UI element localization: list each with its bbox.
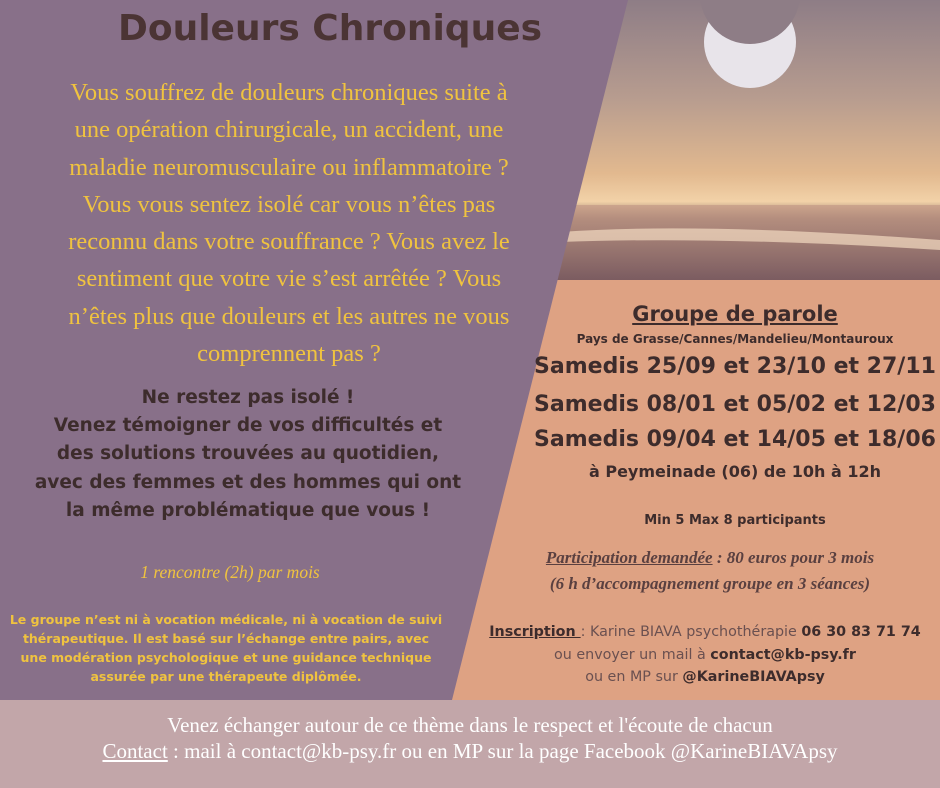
disclaimer — [6, 610, 446, 686]
intro-line: Vous vous sentez isolé car vous n’êtes pas — [82, 190, 496, 218]
intro-line: Vous souffrez de douleurs chroniques suite à — [70, 79, 508, 106]
session-dates: Samedis 25/09 et 23/10 et 27/11 — [534, 354, 936, 379]
meeting-frequency: 1 rencontre (2h) par mois — [140, 562, 320, 582]
call-line: avec des femmes et des hommes qui ont — [34, 471, 462, 493]
inscription-text: : Karine BIAVA psychothérapie — [580, 624, 802, 640]
inscription-info — [470, 621, 940, 689]
intro-line: une opération chirurgicale, un accident, une — [74, 116, 504, 144]
disclaimer-line: une modération psychologique et une guidance technique — [20, 650, 432, 665]
call-line: des solutions trouvées au quotidien, — [56, 443, 440, 465]
price-label: Participation demandée — [545, 548, 713, 567]
contact-label: Contact — [102, 739, 168, 763]
price-value: : 80 euros pour 3 mois — [712, 548, 875, 567]
footer-contact — [0, 739, 940, 764]
price-info — [480, 545, 940, 597]
phone-number[interactable]: 06 30 83 71 74 — [801, 624, 921, 640]
group-capacity: Min 5 Max 8 participants — [644, 513, 826, 528]
intro-line: n’êtes plus que douleurs et les autres ne vous — [68, 302, 510, 330]
disclaimer-line: Le groupe n’est ni à vocation médicale, ni à vocation de suivi — [9, 612, 443, 627]
intro-line: maladie neuromusculaire ou inflammatoire ? — [69, 153, 509, 181]
session-dates: Samedis 08/01 et 05/02 et 12/03 — [534, 392, 936, 417]
footer-line: Venez échanger autour de ce thème dans le respect et l'écoute de chacun — [167, 713, 773, 737]
call-line: la même problématique que vous ! — [65, 499, 431, 521]
session-dates: Samedis 09/04 et 14/05 et 18/06 — [534, 427, 936, 452]
email-link[interactable]: contact@kb-psy.fr — [710, 646, 856, 663]
inscription-text: ou envoyer un mail à — [554, 646, 711, 663]
call-line: Ne restez pas isolé ! — [141, 387, 355, 408]
intro-paragraph — [22, 74, 556, 372]
call-to-action — [8, 384, 488, 525]
page-title: Douleurs Chroniques — [117, 8, 543, 49]
inscription-text: ou en MP sur — [585, 669, 683, 685]
group-areas: Pays de Grasse/Cannes/Mandelieu/Montauroux — [576, 332, 894, 346]
price-detail: (6 h d’accompagnement groupe en 3 séances) — [549, 574, 871, 593]
intro-line: sentiment que votre vie s’est arrêtée ? Vous — [76, 265, 502, 293]
inscription-label: Inscription — [489, 624, 581, 640]
intro-line: comprennent pas ? — [197, 340, 381, 368]
intro-line: reconnu dans votre souffrance ? Vous avez le — [68, 228, 510, 256]
disclaimer-line: assurée par une thérapeute diplômée. — [90, 669, 362, 684]
contact-text: : mail à contact@kb-psy.fr ou en MP sur la page Facebook @KarineBIAVApsy — [167, 739, 838, 763]
call-line: Venez témoigner de vos difficultés et — [53, 415, 443, 437]
group-title: Groupe de parole — [632, 302, 838, 326]
session-place: à Peymeinade (06) de 10h à 12h — [588, 462, 882, 481]
social-handle[interactable]: @KarineBIAVApsy — [682, 669, 825, 685]
disclaimer-line: thérapeutique. Il est basé sur l’échange entre pairs, avec — [22, 631, 430, 646]
